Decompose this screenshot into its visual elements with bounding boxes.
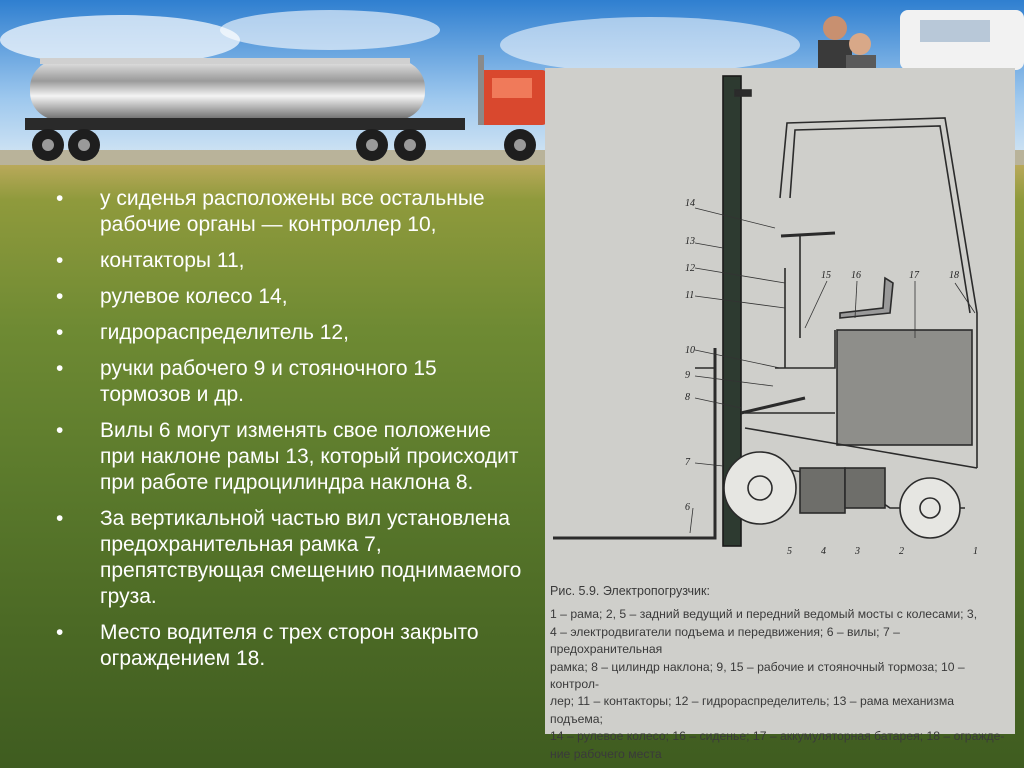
bullet-item: • контакторы 11,	[56, 248, 526, 274]
figure-label: 13	[685, 236, 695, 247]
figure-caption	[550, 583, 1010, 763]
caption-line: 14 – рулевое колесо; 16 – сиденье; 17 – аккумуляторная батарея; 18 – огражде-	[550, 729, 1005, 744]
figure-label: 6	[685, 502, 690, 513]
figure-label: 12	[685, 263, 695, 274]
caption-title: Рис. 5.9. Электропогрузчик:	[550, 584, 710, 598]
bullet-item: • у сиденья расположены все остальные рабочие органы — контроллер 10,	[56, 186, 526, 238]
bullet-item: • За вертикальной частью вил установлена предохранительная рамка 7, препятствующая смещению поднимаемого груза.	[56, 506, 526, 610]
figure-label: 10	[685, 345, 695, 356]
figure-label: 8	[685, 392, 690, 403]
caption-line: 1 – рама; 2, 5 – задний ведущий и передний ведомый мосты с колесами; 3,	[550, 607, 978, 622]
figure-label: 17	[909, 270, 919, 281]
figure-label: 14	[685, 198, 695, 209]
figure-label: 2	[899, 546, 904, 557]
bullet-list	[56, 186, 526, 682]
figure-label: 3	[855, 546, 860, 557]
figure-label: 11	[685, 290, 695, 301]
figure-label: 4	[821, 546, 826, 557]
figure-label: 18	[949, 270, 959, 281]
figure-label: 1	[973, 546, 978, 557]
caption-line: 4 – электродвигатели подъема и передвижения; 6 – вилы; 7 – предохранительная	[550, 624, 900, 657]
figure-label: 9	[685, 370, 690, 381]
caption-line: лер; 11 – контакторы; 12 – гидрораспределитель; 13 – рама механизма подъема;	[550, 694, 954, 726]
bullet-item: • рулевое колесо 14,	[56, 284, 526, 310]
figure-label: 16	[851, 270, 861, 281]
forklift-diagram	[545, 68, 1015, 588]
bullet-item: • Место водителя с трех сторон закрыто ограждением 18.	[56, 620, 526, 672]
figure-label: 15	[821, 270, 831, 281]
bullet-item: • гидрораспределитель 12,	[56, 320, 526, 346]
caption-line: ние рабочего места	[550, 746, 662, 761]
figure-label: 5	[787, 546, 792, 557]
figure-label: 7	[685, 457, 690, 468]
bullet-item: • Вилы 6 могут изменять свое положение при наклоне рамы 13, который происходит при работе гидроцилиндра наклона 8.	[56, 418, 526, 496]
caption-line: рамка; 8 – цилиндр наклона; 9, 15 – рабочие и стояночный тормоза; 10 – контрол-	[550, 659, 965, 692]
bullet-item: • ручки рабочего 9 и стояночного 15 тормозов и др.	[56, 356, 526, 408]
